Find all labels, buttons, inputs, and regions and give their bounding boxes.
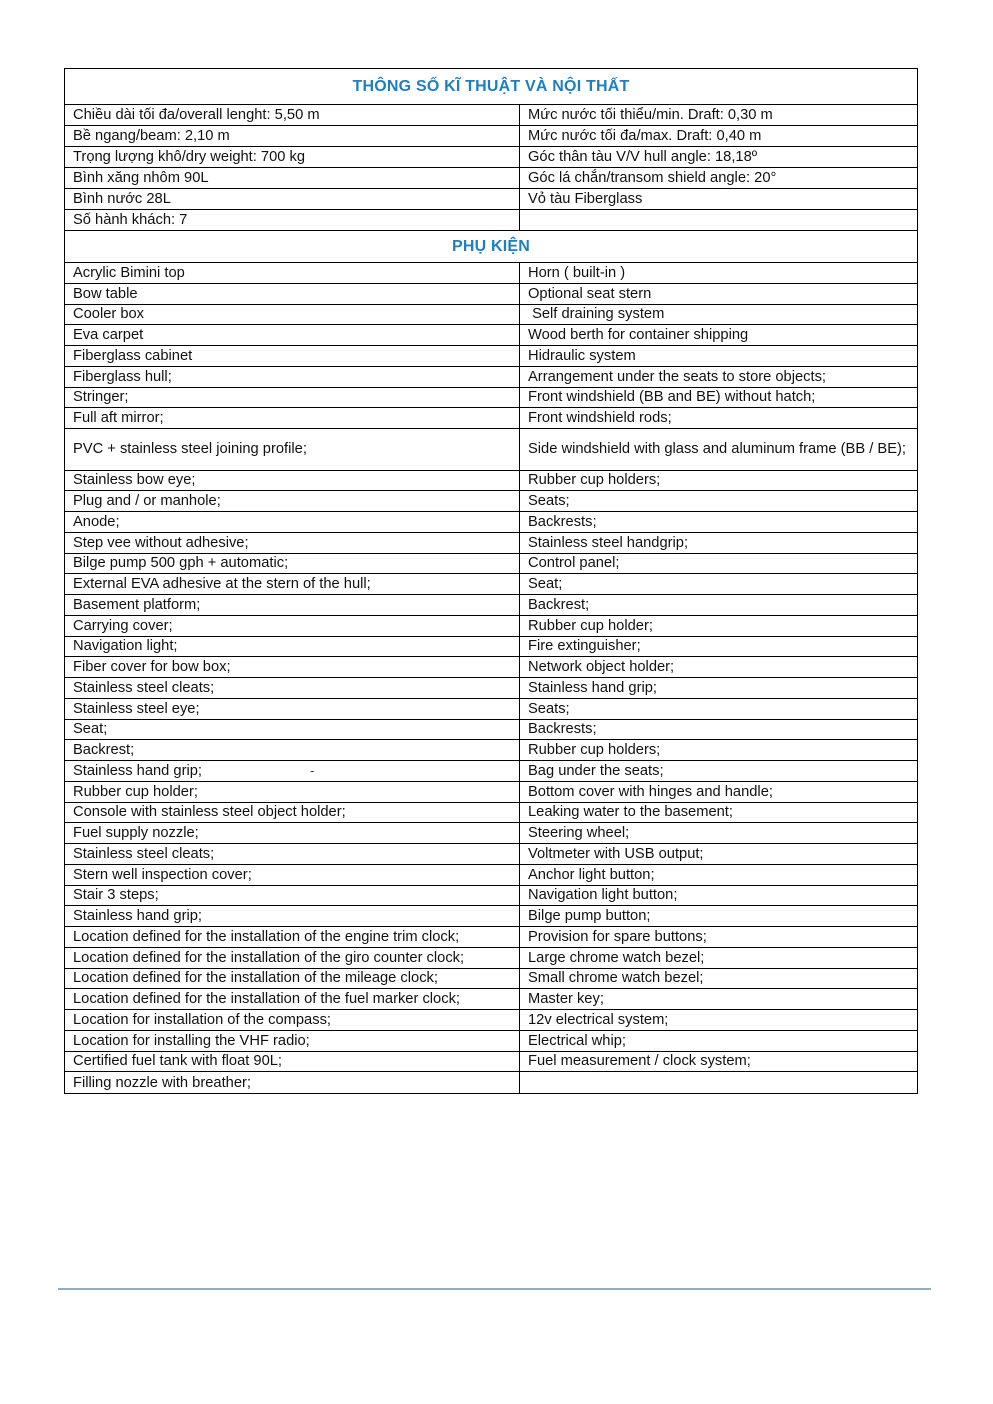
spec-row bbox=[65, 105, 917, 126]
accessory-row bbox=[65, 865, 917, 886]
accessory-cell-left: Fiberglass cabinet bbox=[65, 346, 520, 366]
accessory-row bbox=[65, 720, 917, 741]
accessory-row bbox=[65, 512, 917, 533]
accessory-cell-left: Seat; bbox=[65, 720, 520, 740]
accessory-cell-left: Backrest; bbox=[65, 740, 520, 760]
accessory-row bbox=[65, 346, 917, 367]
accessory-cell-right: Seats; bbox=[528, 700, 570, 717]
accessory-cell-right: Bottom cover with hinges and handle; bbox=[528, 783, 773, 800]
accessory-cell-right: Large chrome watch bezel; bbox=[528, 949, 705, 966]
accessory-row bbox=[65, 408, 917, 429]
accessory-cell-right: Small chrome watch bezel; bbox=[528, 970, 704, 987]
accessory-row bbox=[65, 927, 917, 948]
spec-cell-right: Mức nước tối thiểu/min. Draft: 0,30 m bbox=[528, 107, 773, 123]
accessory-row bbox=[65, 823, 917, 844]
table-title-row bbox=[65, 69, 917, 105]
accessory-cell-right: Seat; bbox=[528, 576, 563, 593]
accessory-row bbox=[65, 1072, 917, 1093]
accessory-cell-right: Fire extinguisher; bbox=[528, 638, 641, 655]
spec-row bbox=[65, 168, 917, 189]
accessory-row bbox=[65, 969, 917, 990]
accessory-row bbox=[65, 1052, 917, 1073]
accessory-cell-left: Full aft mirror; bbox=[65, 408, 520, 428]
spec-row bbox=[65, 147, 917, 168]
accessory-row bbox=[65, 616, 917, 637]
accessory-cell-right: Bag under the seats; bbox=[528, 762, 664, 779]
accessory-cell-right: Network object holder; bbox=[528, 659, 675, 676]
accessory-row bbox=[65, 886, 917, 907]
accessory-cell-left: Location defined for the installation of the giro counter clock; bbox=[65, 948, 520, 968]
spec-cell-left: Chiều dài tối đa/overall lenght: 5,50 m bbox=[65, 105, 520, 125]
accessory-cell-left: Stringer; bbox=[65, 388, 520, 408]
accessory-cell-right: Arrangement under the seats to store objects; bbox=[528, 368, 826, 385]
accessory-row bbox=[65, 761, 917, 782]
accessory-row bbox=[65, 574, 917, 595]
accessory-row bbox=[65, 1031, 917, 1052]
accessory-row bbox=[65, 491, 917, 512]
accessory-row bbox=[65, 637, 917, 658]
accessory-cell-right: Backrest; bbox=[528, 596, 590, 613]
accessory-cell-left: Fiber cover for bow box; bbox=[65, 657, 520, 677]
accessory-cell-left: Filling nozzle with breather; bbox=[65, 1072, 520, 1093]
accessory-cell-right: Master key; bbox=[528, 991, 604, 1008]
accessories-section-title: PHỤ KIỆN bbox=[451, 237, 531, 255]
accessory-cell-left: Console with stainless steel object holder; bbox=[65, 803, 520, 823]
accessory-cell-left: Location defined for the installation of the mileage clock; bbox=[65, 969, 520, 989]
accessory-cell-left: Stainless hand grip; bbox=[65, 906, 520, 926]
accessory-row bbox=[65, 263, 917, 284]
accessory-cell-left: Bilge pump 500 gph + automatic; bbox=[65, 554, 520, 574]
spec-cell-left: Trọng lượng khô/dry weight: 700 kg bbox=[65, 147, 520, 167]
accessory-cell-right: Side windshield with glass and aluminum frame (BB / BE); bbox=[528, 440, 906, 457]
accessory-row bbox=[65, 699, 917, 720]
accessory-row bbox=[65, 740, 917, 761]
accessory-cell-left: Fiberglass hull; bbox=[65, 367, 520, 387]
accessory-cell-left: Basement platform; bbox=[65, 595, 520, 615]
accessories-rows-section bbox=[65, 263, 917, 1093]
stray-dash-mark: - bbox=[310, 763, 315, 778]
accessory-row bbox=[65, 388, 917, 409]
accessories-header-row bbox=[65, 231, 917, 263]
accessory-cell-right: Horn ( built-in ) bbox=[528, 264, 626, 281]
spec-table bbox=[64, 68, 918, 1094]
accessory-row bbox=[65, 367, 917, 388]
accessory-cell-right: Stainless hand grip; bbox=[528, 679, 658, 696]
accessory-row bbox=[65, 844, 917, 865]
accessory-row bbox=[65, 305, 917, 326]
accessory-row bbox=[65, 948, 917, 969]
accessory-cell-left: Location defined for the installation of the engine trim clock; bbox=[65, 927, 520, 947]
accessory-cell-right: Steering wheel; bbox=[528, 825, 630, 842]
accessory-cell-right: Fuel measurement / clock system; bbox=[528, 1053, 751, 1070]
accessory-cell-right: Rubber cup holders; bbox=[528, 742, 661, 759]
accessory-cell-left: Acrylic Bimini top bbox=[65, 263, 520, 283]
accessory-row bbox=[65, 471, 917, 492]
accessory-row bbox=[65, 782, 917, 803]
accessory-cell-right: Voltmeter with USB output; bbox=[528, 845, 704, 862]
accessory-cell-right: Backrests; bbox=[528, 513, 597, 530]
accessory-cell-left: Plug and / or manhole; bbox=[65, 491, 520, 511]
accessory-cell-right: Front windshield rods; bbox=[528, 410, 672, 427]
accessory-row bbox=[65, 595, 917, 616]
accessory-row bbox=[65, 325, 917, 346]
spec-rows-section bbox=[65, 105, 917, 231]
accessory-cell-left: Rubber cup holder; bbox=[65, 782, 520, 802]
accessory-cell-right: Optional seat stern bbox=[528, 285, 652, 302]
accessory-row bbox=[65, 989, 917, 1010]
accessory-cell-right: Seats; bbox=[528, 493, 570, 510]
accessory-cell-left: Stern well inspection cover; bbox=[65, 865, 520, 885]
accessory-cell-right: 12v electrical system; bbox=[528, 1011, 669, 1028]
spec-cell-right: Góc lá chắn/transom shield angle: 20° bbox=[528, 170, 777, 186]
accessory-cell-left: External EVA adhesive at the stern of the hull; bbox=[65, 574, 520, 594]
accessory-cell-left: Stainless steel eye; bbox=[65, 699, 520, 719]
spec-cell-left: Bề ngang/beam: 2,10 m bbox=[65, 126, 520, 146]
accessory-row bbox=[65, 284, 917, 305]
accessory-cell-left: Certified fuel tank with float 90L; bbox=[65, 1052, 520, 1072]
footer-divider-line bbox=[58, 1288, 931, 1290]
accessory-cell-right: Anchor light button; bbox=[528, 866, 655, 883]
accessory-cell-left: Step vee without adhesive; bbox=[65, 533, 520, 553]
accessory-row bbox=[65, 533, 917, 554]
accessory-row bbox=[65, 1010, 917, 1031]
spec-cell-left: Bình xăng nhôm 90L bbox=[65, 168, 520, 188]
accessory-row bbox=[65, 429, 917, 471]
accessory-cell-right: Electrical whip; bbox=[528, 1032, 626, 1049]
spec-row bbox=[65, 210, 917, 231]
accessory-cell-left: PVC + stainless steel joining profile; bbox=[65, 429, 520, 470]
accessory-cell-right: Front windshield (BB and BE) without hatch; bbox=[528, 389, 816, 406]
accessory-row bbox=[65, 554, 917, 575]
accessory-cell-left: Cooler box bbox=[65, 305, 520, 325]
spec-row bbox=[65, 126, 917, 147]
accessory-cell-right: Provision for spare buttons; bbox=[528, 928, 707, 945]
spec-cell-right: Mức nước tối đa/max. Draft: 0,40 m bbox=[528, 128, 762, 144]
accessory-cell-right: Bilge pump button; bbox=[528, 908, 651, 925]
table-title: THÔNG SỐ KĨ THUẬT VÀ NỘI THẤT bbox=[352, 77, 630, 95]
accessory-cell-left: Location for installing the VHF radio; bbox=[65, 1031, 520, 1051]
accessory-cell-right: Stainless steel handgrip; bbox=[528, 534, 689, 551]
accessory-cell-left: Stainless steel cleats; bbox=[65, 844, 520, 864]
accessory-row bbox=[65, 657, 917, 678]
spec-cell-left: Số hành khách: 7 bbox=[65, 210, 520, 230]
accessory-cell-left: Eva carpet bbox=[65, 325, 520, 345]
accessory-cell-left: Location defined for the installation of the fuel marker clock; bbox=[65, 989, 520, 1009]
accessory-cell-right: Hidraulic system bbox=[528, 347, 636, 364]
accessory-cell-right: Rubber cup holders; bbox=[528, 472, 661, 489]
accessory-cell-left: Bow table bbox=[65, 284, 520, 304]
spec-cell-left: Bình nước 28L bbox=[65, 189, 520, 209]
accessory-cell-right: Rubber cup holder; bbox=[528, 617, 653, 634]
accessory-cell-left: Fuel supply nozzle; bbox=[65, 823, 520, 843]
accessory-row bbox=[65, 906, 917, 927]
accessory-cell-left: Stainless steel cleats; bbox=[65, 678, 520, 698]
accessory-row bbox=[65, 803, 917, 824]
spec-cell-right: Vỏ tàu Fiberglass bbox=[528, 191, 643, 207]
spec-row bbox=[65, 189, 917, 210]
accessory-cell-right: Navigation light button; bbox=[528, 887, 678, 904]
accessory-cell-left: Stainless bow eye; bbox=[65, 471, 520, 491]
accessory-cell-left: Anode; bbox=[65, 512, 520, 532]
accessory-cell-right: Backrests; bbox=[528, 721, 597, 738]
spec-cell-right: Góc thân tàu V/V hull angle: 18,18º bbox=[528, 149, 758, 165]
accessory-cell-left: Carrying cover; bbox=[65, 616, 520, 636]
accessory-cell-left: Stair 3 steps; bbox=[65, 886, 520, 906]
accessory-cell-left: Navigation light; bbox=[65, 637, 520, 657]
accessory-cell-right: Control panel; bbox=[528, 555, 620, 572]
spec-cell-right bbox=[520, 210, 917, 230]
accessory-cell-left: Stainless hand grip; - bbox=[65, 761, 520, 781]
accessory-cell-right bbox=[520, 1072, 917, 1093]
accessory-row bbox=[65, 678, 917, 699]
accessory-cell-right: Self draining system bbox=[528, 306, 665, 323]
accessory-cell-right: Wood berth for container shipping bbox=[528, 327, 749, 344]
accessory-cell-left: Location for installation of the compass; bbox=[65, 1010, 520, 1030]
accessory-cell-right: Leaking water to the basement; bbox=[528, 804, 733, 821]
